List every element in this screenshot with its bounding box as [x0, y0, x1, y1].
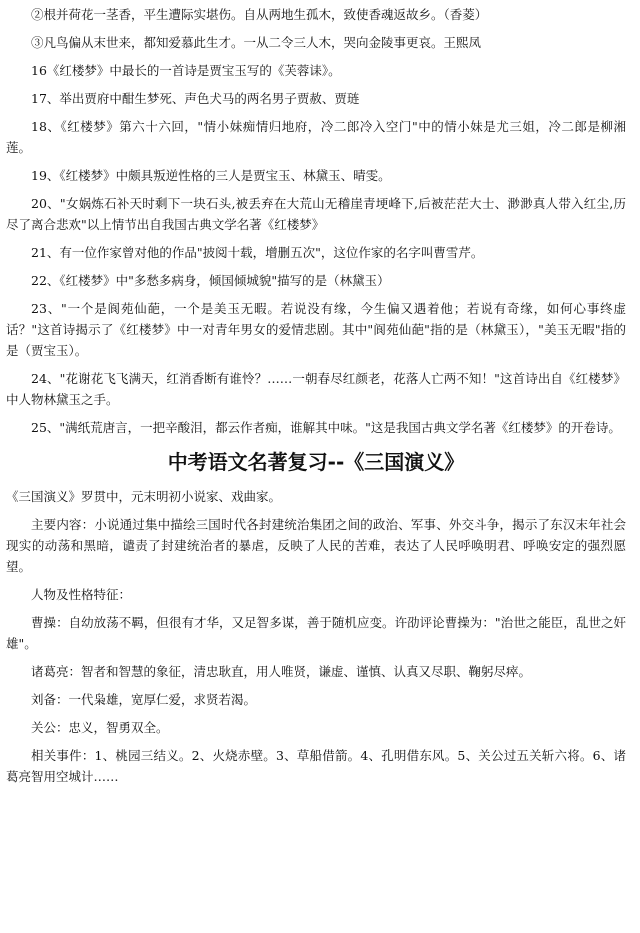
sanguo-section [6, 486, 626, 787]
paragraph-q20: 20、"女娲炼石补天时剩下一块石头,被丢弃在大荒山无稽崖青埂峰下,后被茫茫大士、渺渺真人带入红尘,历尽了离合悲欢"以上情节出自我国古典文学名著《红楼梦》 [6, 196, 626, 232]
paragraph-q17: 17、举出贾府中酣生梦死、声色犬马的两名男子贾赦、贾琏 [31, 91, 360, 106]
paragraph-xiangling-poem: ②根并荷花一茎香，平生遭际实堪伤。自从两地生孤木，致使香魂返故乡。（香菱） [31, 7, 488, 22]
character-liubei: 刘备：一代枭雄，宽厚仁爱，求贤若渴。 [31, 692, 257, 707]
section-title-sanguo: 中考语文名著复习--《三国演义》 [167, 450, 465, 474]
paragraph-q18: 18、《红楼梦》第六十六回，"情小妹痴情归地府，冷二郎冷入空门"中的情小妹是尤三姐，冷二郎是柳湘莲。 [6, 119, 626, 155]
paragraph-q19: 19、《红楼梦》中颇具叛逆性格的三人是贾宝玉、林黛玉、晴雯。 [31, 168, 391, 183]
paragraph-q16: 16《红楼梦》中最长的一首诗是贾宝玉写的《芙蓉诔》。 [31, 63, 341, 78]
paragraph-q22: 22、《红楼梦》中"多愁多病身，倾国倾城貌"描写的是（林黛玉） [31, 273, 390, 288]
character-guangong: 关公：忠义，智勇双全。 [31, 720, 169, 735]
paragraph-q21: 21、有一位作家曾对他的作品"披阅十载，增删五次"，这位作家的名字叫曹雪芹。 [31, 245, 484, 260]
character-zhugeliang: 诸葛亮：智者和智慧的象征，清忠耿直，用人唯贤，谦虚、谨慎、认真又尽职、鞠躬尽瘁。 [31, 664, 532, 679]
paragraph-q24: 24、"花谢花飞飞满天，红消香断有谁怜？……一朝春尽红颜老，花落人亡两不知！"这首诗出自《红楼梦》中人物林黛玉之手。 [6, 371, 626, 407]
author-line: 《三国演义》罗贯中，元末明初小说家、戏曲家。 [6, 489, 282, 504]
paragraph-q23: 23、"一个是阆苑仙葩，一个是美玉无暇。若说没有缘，今生偏又遇着他；若说有奇缘，如何心事终虚话？"这首诗揭示了《红楼梦》中一对青年男女的爱情悲剧。其中"阆苑仙葩"指的是（林黛玉），"美玉无暇"指的是（贾宝玉）。 [6, 301, 626, 358]
paragraph-wangxifeng-poem: ③凡鸟偏从末世来，都知爱慕此生才。一从二令三人木，哭向金陵事更哀。王熙凤 [31, 35, 482, 50]
summary-paragraph: 主要内容：小说通过集中描绘三国时代各封建统治集团之间的政治、军事、外交斗争，揭示了东汉末年社会现实的动荡和黑暗，谴责了封建统治者的暴虐，反映了人民的苦难，表达了人民呼唤明君、呼唤安定的强烈愿望。 [6, 517, 626, 574]
character-caocao: 曹操：自幼放荡不羁，但很有才华，又足智多谋，善于随机应变。许劭评论曹操为："治世之能臣，乱世之奸雄"。 [6, 615, 626, 651]
paragraph-q25: 25、"满纸荒唐言，一把辛酸泪，都云作者痴，谁解其中味。"这是我国古典文学名著《红楼梦》的开卷诗。 [31, 420, 621, 435]
related-events: 相关事件：1、桃园三结义。2、火烧赤壁。3、草船借箭。4、孔明借东风。5、关公过五关斩六将。6、诸葛亮智用空城计…… [6, 748, 626, 784]
hongloumeng-section [6, 4, 626, 438]
characters-heading: 人物及性格特征： [31, 587, 132, 602]
